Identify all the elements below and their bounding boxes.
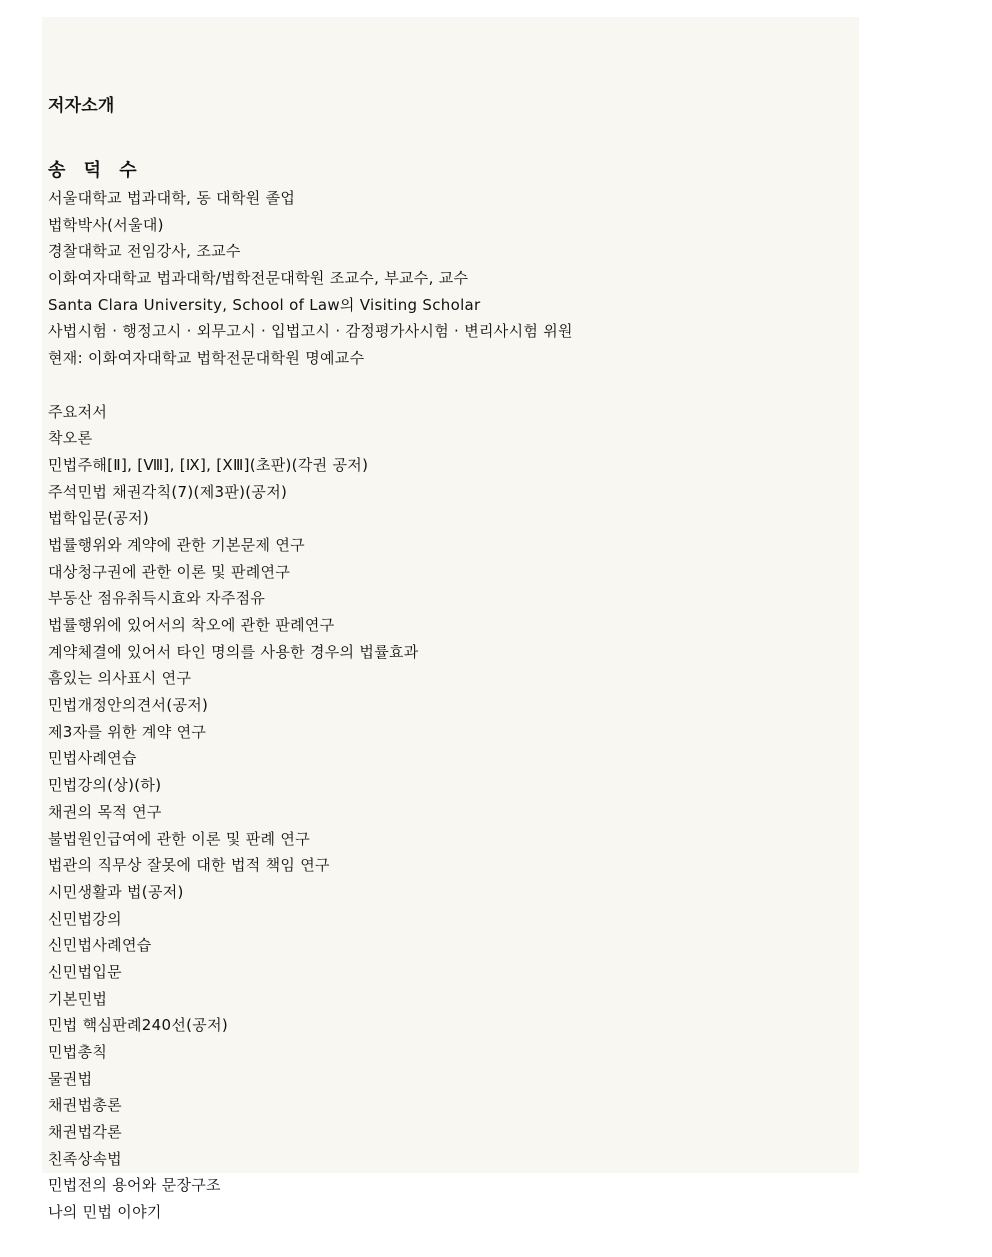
works-title: 주요저서: [48, 402, 108, 421]
work-item: 법률행위에 있어서의 착오에 관한 판례연구: [48, 616, 335, 634]
work-item: 물권법: [48, 1069, 93, 1088]
work-item: 민법전의 용어와 문장구조: [48, 1176, 221, 1195]
work-item: 채권의 목적 연구: [48, 802, 162, 821]
work-item: 신민법사례연습: [48, 936, 152, 955]
work-item: 민법주해[Ⅱ], [Ⅷ], [Ⅸ], [XⅢ](초판)(각권 공저): [48, 455, 369, 474]
work-item: 부동산 점유취득시효와 자주점유: [48, 589, 266, 608]
spacer: [48, 372, 848, 399]
work-item: 법학입문(공저): [48, 509, 150, 528]
work-item: 착오론: [48, 429, 93, 448]
career-list: [48, 185, 848, 372]
work-item: 민법강의(상)(하): [48, 776, 162, 795]
career-item: 서울대학교 법과대학, 동 대학원 졸업: [48, 189, 296, 207]
career-item: 법학박사(서울대): [48, 215, 164, 234]
work-item: 민법사례연습: [48, 749, 137, 768]
work-item: 채권법각론: [48, 1123, 122, 1142]
work-item: 흠있는 의사표시 연구: [48, 669, 192, 688]
work-item: 나의 민법 이야기: [48, 1203, 162, 1222]
work-item: 신민법강의: [48, 909, 122, 928]
career-item: Santa Clara University, School of Law의 Visiting Scholar: [48, 295, 481, 314]
career-item: 이화여자대학교 법과대학/법학전문대학원 조교수, 부교수, 교수: [48, 269, 469, 288]
author-intro: [48, 93, 848, 1226]
works-list: [48, 425, 848, 1226]
career-item: 경찰대학교 전임강사, 조교수: [48, 242, 241, 261]
work-item: 민법개정안의견서(공저): [48, 696, 209, 715]
work-item: 계약체결에 있어서 타인 명의를 사용한 경우의 법률효과: [48, 642, 419, 661]
work-item: 대상청구권에 관한 이론 및 판례연구: [48, 562, 291, 581]
work-item: 민법 핵심판례240선(공저): [48, 1016, 229, 1035]
work-item: 제3자를 위한 계약 연구: [48, 722, 207, 741]
work-item: 주석민법 채권각칙(7)(제3판)(공저): [48, 482, 288, 501]
work-item: 친족상속법: [48, 1149, 122, 1168]
work-item: 기본민법: [48, 989, 108, 1008]
work-item: 불법원인급여에 관한 이론 및 판례 연구: [48, 829, 310, 848]
section-title: 저자소개: [48, 96, 115, 116]
work-item: 시민생활과 법(공저): [48, 882, 184, 901]
work-item: 법관의 직무상 잘못에 대한 법적 책임 연구: [48, 856, 330, 875]
work-item: 채권법총론: [48, 1096, 122, 1115]
career-item: 사법시험 · 행정고시 · 외무고시 · 입법고시 · 감정평가사시험 · 변리사시험 위원: [48, 322, 573, 341]
work-item: 민법총칙: [48, 1043, 108, 1061]
work-item: 법률행위와 계약에 관한 기본문제 연구: [48, 535, 305, 554]
career-item: 현재: 이화여자대학교 법학전문대학원 명예교수: [48, 349, 365, 368]
author-name: 송 덕 수: [48, 160, 143, 181]
work-item: 신민법입문: [48, 962, 122, 981]
